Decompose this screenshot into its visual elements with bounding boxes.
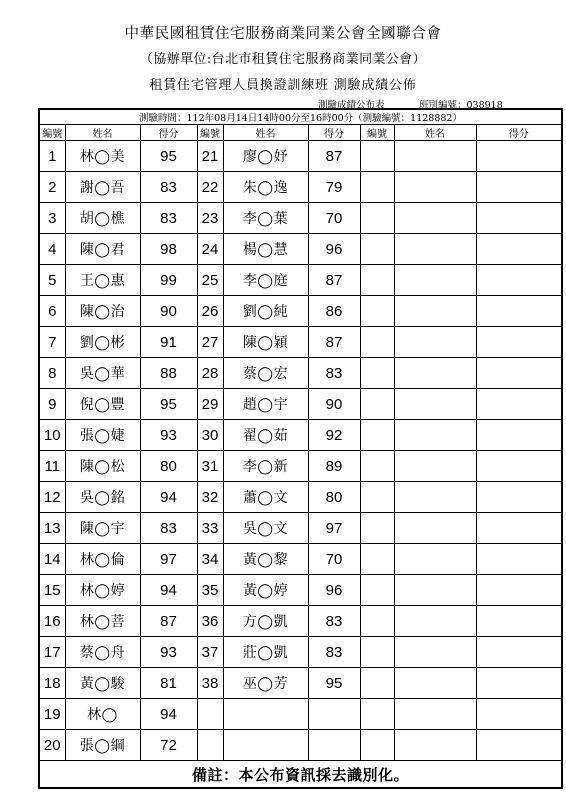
student-number: 13: [39, 513, 65, 544]
student-score: 87: [308, 141, 360, 172]
student-number: 21: [197, 141, 223, 172]
student-name: 廖◯妤: [223, 141, 308, 172]
student-score: 79: [308, 172, 360, 203]
student-number: 1: [39, 141, 65, 172]
student-name: 朱◯逸: [223, 172, 308, 203]
student-score: [308, 730, 360, 761]
student-number: 28: [197, 358, 223, 389]
student-score: 83: [308, 358, 360, 389]
student-number: 10: [39, 420, 65, 451]
student-name: 張◯綱: [65, 730, 140, 761]
student-name: [394, 482, 476, 513]
table-header: [39, 125, 562, 141]
student-name: 黃◯黎: [223, 544, 308, 575]
student-number: [360, 327, 394, 358]
student-name: 巫◯芳: [223, 668, 308, 699]
student-name: 劉◯純: [223, 296, 308, 327]
student-name: [394, 265, 476, 296]
table-row: [39, 482, 562, 513]
student-number: 20: [39, 730, 65, 761]
student-name: [394, 606, 476, 637]
student-score: [476, 358, 562, 389]
student-number: 9: [39, 389, 65, 420]
student-score: 87: [140, 606, 197, 637]
student-name: 林◯美: [65, 141, 140, 172]
student-number: 4: [39, 234, 65, 265]
student-number: 23: [197, 203, 223, 234]
student-name: [394, 420, 476, 451]
student-score: 93: [140, 637, 197, 668]
header-name: 姓名: [394, 125, 476, 141]
student-score: [476, 172, 562, 203]
student-score: 90: [308, 389, 360, 420]
student-name: [394, 451, 476, 482]
student-score: [476, 420, 562, 451]
student-score: 70: [308, 544, 360, 575]
header-score: 得分: [308, 125, 360, 141]
student-name: 李◯葉: [223, 203, 308, 234]
student-name: 林◯菩: [65, 606, 140, 637]
student-name: 陳◯穎: [223, 327, 308, 358]
student-score: [476, 296, 562, 327]
student-number: 38: [197, 668, 223, 699]
student-score: [476, 389, 562, 420]
student-score: [476, 699, 562, 730]
student-score: 83: [140, 172, 197, 203]
student-name: [394, 389, 476, 420]
student-score: 96: [308, 575, 360, 606]
student-name: 陳◯宇: [65, 513, 140, 544]
header-number: 編號: [360, 125, 394, 141]
table-row: [39, 141, 562, 172]
student-score: [476, 265, 562, 296]
student-number: 18: [39, 668, 65, 699]
student-score: 98: [140, 234, 197, 265]
student-score: 83: [140, 513, 197, 544]
student-name: [394, 327, 476, 358]
student-name: 李◯庭: [223, 265, 308, 296]
student-name: 莊◯凱: [223, 637, 308, 668]
table-row: [39, 575, 562, 606]
student-name: [394, 699, 476, 730]
student-name: 張◯婕: [65, 420, 140, 451]
student-number: [360, 234, 394, 265]
table-row: [39, 451, 562, 482]
header-score: 得分: [476, 125, 562, 141]
student-number: 5: [39, 265, 65, 296]
header-number: 編號: [197, 125, 223, 141]
student-name: 林◯倫: [65, 544, 140, 575]
student-name: 蔡◯舟: [65, 637, 140, 668]
student-score: 92: [308, 420, 360, 451]
table-row: [39, 699, 562, 730]
student-number: [360, 420, 394, 451]
student-score: [476, 575, 562, 606]
student-score: [308, 699, 360, 730]
student-name: 陳◯治: [65, 296, 140, 327]
table-row: [39, 544, 562, 575]
student-number: 19: [39, 699, 65, 730]
student-score: 80: [140, 451, 197, 482]
student-number: 26: [197, 296, 223, 327]
student-name: 李◯新: [223, 451, 308, 482]
student-name: 吳◯文: [223, 513, 308, 544]
student-score: 83: [308, 606, 360, 637]
table-row: [39, 172, 562, 203]
student-score: 97: [140, 544, 197, 575]
table-row: [39, 668, 562, 699]
student-name: 翟◯茹: [223, 420, 308, 451]
student-score: 87: [308, 265, 360, 296]
list-label: 測驗成績公布表: [318, 100, 385, 111]
student-score: 95: [140, 141, 197, 172]
student-name: [223, 699, 308, 730]
table-row: [39, 358, 562, 389]
student-number: 31: [197, 451, 223, 482]
student-number: 30: [197, 420, 223, 451]
student-name: [223, 730, 308, 761]
student-name: [394, 730, 476, 761]
student-score: [476, 730, 562, 761]
document-title: 中華民國租賃住宅服務商業同業公會全國聯合會: [124, 26, 442, 42]
student-name: [394, 172, 476, 203]
table-row: [39, 327, 562, 358]
student-number: [360, 358, 394, 389]
table-row: [39, 389, 562, 420]
student-number: 11: [39, 451, 65, 482]
student-score: [476, 637, 562, 668]
student-name: 方◯凱: [223, 606, 308, 637]
student-score: [476, 544, 562, 575]
student-name: [394, 203, 476, 234]
student-number: 2: [39, 172, 65, 203]
course-title: 租賃住宅管理人員換證訓練班 測驗成績公佈: [149, 78, 417, 93]
student-number: 37: [197, 637, 223, 668]
student-number: [360, 606, 394, 637]
student-score: 97: [308, 513, 360, 544]
student-name: [394, 358, 476, 389]
organizer-line: （協辦單位:台北市租賃住宅服務商業同業公會）: [139, 52, 427, 67]
student-name: 陳◯松: [65, 451, 140, 482]
student-score: 81: [140, 668, 197, 699]
student-name: [394, 637, 476, 668]
student-number: 34: [197, 544, 223, 575]
student-score: 83: [140, 203, 197, 234]
student-score: 95: [308, 668, 360, 699]
student-number: 17: [39, 637, 65, 668]
student-number: [360, 699, 394, 730]
class-id: 班別編號：038918: [419, 100, 503, 111]
header-score: 得分: [140, 125, 197, 141]
header-name: 姓名: [223, 125, 308, 141]
student-score: [476, 203, 562, 234]
student-number: 25: [197, 265, 223, 296]
student-score: [476, 668, 562, 699]
student-name: 胡◯樵: [65, 203, 140, 234]
table-row: [39, 420, 562, 451]
student-number: [197, 730, 223, 761]
footer-note: 備註：本公布資訊採去識別化。: [39, 761, 562, 789]
student-number: 36: [197, 606, 223, 637]
student-score: [476, 606, 562, 637]
student-name: 黃◯婷: [223, 575, 308, 606]
student-number: [360, 172, 394, 203]
student-name: 趙◯宇: [223, 389, 308, 420]
student-number: [360, 203, 394, 234]
student-score: 72: [140, 730, 197, 761]
student-number: [360, 513, 394, 544]
student-number: [197, 699, 223, 730]
student-number: [360, 265, 394, 296]
student-score: 80: [308, 482, 360, 513]
student-number: [360, 482, 394, 513]
student-number: 3: [39, 203, 65, 234]
table-row: [39, 730, 562, 761]
student-number: [360, 730, 394, 761]
student-number: 22: [197, 172, 223, 203]
student-name: [394, 141, 476, 172]
student-number: [360, 668, 394, 699]
student-name: 蕭◯文: [223, 482, 308, 513]
header-number: 編號: [39, 125, 65, 141]
student-name: 林◯: [65, 699, 140, 730]
table-row: [39, 234, 562, 265]
student-name: 吳◯華: [65, 358, 140, 389]
student-number: 33: [197, 513, 223, 544]
student-number: 32: [197, 482, 223, 513]
student-score: [476, 234, 562, 265]
student-score: 86: [308, 296, 360, 327]
student-score: 88: [140, 358, 197, 389]
table-row: [39, 513, 562, 544]
student-number: 35: [197, 575, 223, 606]
student-name: 吳◯銘: [65, 482, 140, 513]
student-number: 16: [39, 606, 65, 637]
student-name: [394, 234, 476, 265]
student-number: [360, 544, 394, 575]
student-score: 90: [140, 296, 197, 327]
student-name: [394, 296, 476, 327]
student-score: 93: [140, 420, 197, 451]
student-score: 94: [140, 699, 197, 730]
student-score: 70: [308, 203, 360, 234]
student-number: [360, 389, 394, 420]
student-name: 陳◯君: [65, 234, 140, 265]
student-score: 96: [308, 234, 360, 265]
student-number: 14: [39, 544, 65, 575]
student-name: 謝◯吾: [65, 172, 140, 203]
student-number: [360, 451, 394, 482]
student-score: 83: [308, 637, 360, 668]
student-score: 94: [140, 575, 197, 606]
student-name: 倪◯豐: [65, 389, 140, 420]
student-number: 6: [39, 296, 65, 327]
student-number: [360, 296, 394, 327]
student-score: [476, 327, 562, 358]
student-number: 8: [39, 358, 65, 389]
student-score: [476, 513, 562, 544]
student-number: 27: [197, 327, 223, 358]
header-name: 姓名: [65, 125, 140, 141]
table-row: [39, 637, 562, 668]
student-score: 94: [140, 482, 197, 513]
student-name: 黃◯駿: [65, 668, 140, 699]
student-score: 91: [140, 327, 197, 358]
student-score: [476, 482, 562, 513]
student-number: [360, 575, 394, 606]
student-name: [394, 575, 476, 606]
table-row: [39, 606, 562, 637]
student-score: [476, 451, 562, 482]
student-score: [476, 141, 562, 172]
student-name: [394, 544, 476, 575]
student-name: 楊◯慧: [223, 234, 308, 265]
student-name: [394, 513, 476, 544]
table-row: [39, 296, 562, 327]
student-name: 王◯惠: [65, 265, 140, 296]
exam-time: 測驗時間：112年08月14日14時00分至16時00分（測驗編號：1128882）: [39, 109, 562, 125]
student-score: 89: [308, 451, 360, 482]
student-number: [360, 637, 394, 668]
student-number: 29: [197, 389, 223, 420]
student-score: 99: [140, 265, 197, 296]
student-name: [394, 668, 476, 699]
student-name: 林◯婷: [65, 575, 140, 606]
table-row: [39, 203, 562, 234]
student-name: 劉◯彬: [65, 327, 140, 358]
student-number: [360, 141, 394, 172]
student-score: 87: [308, 327, 360, 358]
student-number: 15: [39, 575, 65, 606]
student-number: 7: [39, 327, 65, 358]
student-name: 蔡◯宏: [223, 358, 308, 389]
score-table: [38, 108, 563, 789]
student-score: 95: [140, 389, 197, 420]
table-row: [39, 265, 562, 296]
student-number: 12: [39, 482, 65, 513]
student-number: 24: [197, 234, 223, 265]
